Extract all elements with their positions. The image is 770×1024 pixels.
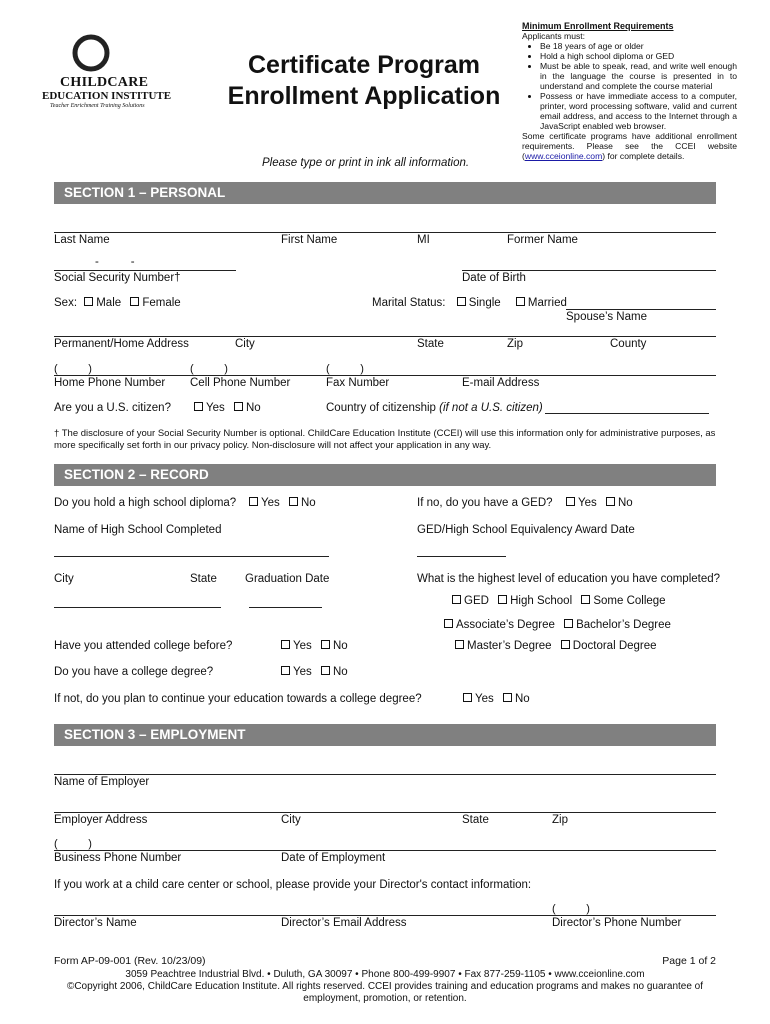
level-masters-label: Master’s Degree xyxy=(467,640,552,652)
employer-address-field[interactable] xyxy=(54,812,716,813)
cell-phone-label: Cell Phone Number xyxy=(190,377,291,389)
grad-date-label: Graduation Date xyxy=(245,573,330,585)
section3-header: SECTION 3 – EMPLOYMENT xyxy=(54,724,716,746)
diploma-yes-checkbox[interactable] xyxy=(249,497,258,506)
level-bachelors-label: Bachelor’s Degree xyxy=(576,619,671,631)
mi-label: MI xyxy=(417,234,430,246)
employer-zip-label: Zip xyxy=(552,814,568,826)
spouse-name-field[interactable] xyxy=(566,309,716,310)
marital-label: Marital Status: xyxy=(372,297,446,309)
citizen-yes-label: Yes xyxy=(206,402,225,414)
cell-phone-area-code: ( ) xyxy=(190,363,228,375)
former-name-label: Former Name xyxy=(507,234,578,246)
continue-education-question: If not, do you plan to continue your education towards a college degree? xyxy=(54,693,422,705)
address-row-line[interactable] xyxy=(54,336,716,337)
degree-yes-checkbox[interactable] xyxy=(281,666,290,675)
single-label: Single xyxy=(468,297,501,309)
address-label: Permanent/Home Address xyxy=(54,338,189,350)
logo-name-line2: EDUCATION INSTITUTE xyxy=(42,90,172,102)
dob-field[interactable] xyxy=(462,270,716,271)
director-phone-area-code: ( ) xyxy=(552,903,590,915)
level-ged-label: GED xyxy=(464,595,489,607)
spouse-name-label: Spouse’s Name xyxy=(566,311,647,323)
marital-row xyxy=(372,297,567,309)
email-label: E-mail Address xyxy=(462,377,540,389)
level-some-college-checkbox[interactable] xyxy=(581,595,590,604)
requirements-intro: Applicants must: xyxy=(522,31,586,41)
home-phone-label: Home Phone Number xyxy=(54,377,166,389)
logo-name-line1: CHILDCARE xyxy=(60,75,149,90)
level-doctoral-checkbox[interactable] xyxy=(561,640,570,649)
director-field[interactable] xyxy=(54,915,716,916)
degree-no-label: No xyxy=(332,666,348,678)
director-email-label: Director’s Email Address xyxy=(281,917,407,929)
level-high-school-checkbox[interactable] xyxy=(498,595,507,604)
level-associates-label: Associate’s Degree xyxy=(456,619,555,631)
ged-no-label: No xyxy=(617,497,633,509)
footer-copyright-2: employment, promotion, or retention. xyxy=(303,993,467,1004)
attended-no-checkbox[interactable] xyxy=(321,640,330,649)
male-label: Male xyxy=(96,297,122,309)
citizenship-note: (if not a U.S. citizen) xyxy=(439,402,543,414)
sex-row xyxy=(54,297,181,309)
footer-copyright-1: ©Copyright 2006, ChildCare Education Institute. All rights reserved. CCEI provides training and education programs and makes no guarantee of xyxy=(66,981,704,992)
requirements-note: Some certificate programs have additional enrollment requirements. Please see the CCEI website (www.cceionline.com) for complete details. xyxy=(522,131,737,161)
diploma-yes-label: Yes xyxy=(261,497,280,509)
employer-state-label: State xyxy=(462,814,489,826)
last-name-label: Last Name xyxy=(54,234,110,246)
level-doctoral-label: Doctoral Degree xyxy=(572,640,657,652)
employment-date-label: Date of Employment xyxy=(281,852,386,864)
form-title-line2: Enrollment Application xyxy=(227,82,501,110)
page-number: Page 1 of 2 xyxy=(662,955,716,967)
website-link[interactable]: www.cceionline.com xyxy=(524,151,603,161)
diploma-no-checkbox[interactable] xyxy=(289,497,298,506)
ged-question: If no, do you have a GED? xyxy=(417,497,553,509)
diploma-question: Do you hold a high school diploma? xyxy=(54,497,237,509)
married-label: Married xyxy=(527,297,567,309)
employer-city-label: City xyxy=(281,814,301,826)
zip-label: Zip xyxy=(507,338,523,350)
hs-city-label: City xyxy=(54,573,74,585)
section2-header: SECTION 2 – RECORD xyxy=(54,464,716,486)
continue-yes-label: Yes xyxy=(475,693,494,705)
female-label: Female xyxy=(142,297,181,309)
single-checkbox[interactable] xyxy=(457,297,466,306)
requirement-item: • Hold a high school diploma or GED xyxy=(540,51,737,61)
ssn-field[interactable] xyxy=(54,270,236,271)
continue-no-checkbox[interactable] xyxy=(503,693,512,702)
employer-address-label: Employer Address xyxy=(54,814,148,826)
level-masters-checkbox[interactable] xyxy=(455,640,464,649)
phone-row-line[interactable] xyxy=(54,375,716,376)
instruction-text: Please type or print in ink all information. xyxy=(262,157,470,169)
city-label: City xyxy=(235,338,255,350)
levels-row-3 xyxy=(455,640,657,652)
business-phone-area-code: ( ) xyxy=(54,838,92,850)
requirements-box xyxy=(522,21,737,161)
ged-date-label: GED/High School Equivalency Award Date xyxy=(417,524,635,536)
first-name-label: First Name xyxy=(281,234,338,246)
ssn-dashes: - - xyxy=(95,256,135,268)
citizen-no-label: No xyxy=(245,402,261,414)
married-checkbox[interactable] xyxy=(516,297,525,306)
form-number: Form AP-09-001 (Rev. 10/23/09) xyxy=(54,955,206,967)
name-row-line[interactable] xyxy=(54,232,716,233)
ged-no-checkbox[interactable] xyxy=(606,497,615,506)
requirements-list xyxy=(522,41,737,131)
attended-yes-checkbox[interactable] xyxy=(281,640,290,649)
dob-label: Date of Birth xyxy=(462,272,526,284)
employer-name-field[interactable] xyxy=(54,774,716,775)
attended-options xyxy=(281,640,348,652)
ged-yes-checkbox[interactable] xyxy=(566,497,575,506)
business-phone-field[interactable] xyxy=(54,850,716,851)
diploma-no-label: No xyxy=(300,497,316,509)
home-phone-area-code: ( ) xyxy=(54,363,92,375)
continue-yes-checkbox[interactable] xyxy=(463,693,472,702)
male-checkbox[interactable] xyxy=(84,297,93,306)
county-label: County xyxy=(610,338,647,350)
citizen-no-checkbox[interactable] xyxy=(234,402,243,411)
requirements-heading: Minimum Enrollment Requirements xyxy=(522,21,674,31)
degree-no-checkbox[interactable] xyxy=(321,666,330,675)
highest-level-question: What is the highest level of education you have completed? xyxy=(417,573,721,585)
logo-ring-icon xyxy=(71,33,111,73)
citizen-yes-checkbox[interactable] xyxy=(194,402,203,411)
logo xyxy=(40,33,172,113)
footer-block xyxy=(0,969,770,1005)
citizenship-row xyxy=(326,402,543,414)
logo-tagline: Teacher Enrichment Training Solutions xyxy=(50,103,145,109)
citizen-question: Are you a U.S. citizen? xyxy=(54,402,171,414)
form-title-line1: Certificate Program xyxy=(247,51,481,79)
fax-area-code: ( ) xyxy=(326,363,364,375)
director-name-label: Director’s Name xyxy=(54,917,137,929)
ged-date-field[interactable] xyxy=(417,556,506,557)
state-label: State xyxy=(417,338,444,350)
citizenship-label: Country of citizenship xyxy=(326,402,436,414)
diploma-options xyxy=(249,497,316,509)
sex-label: Sex: xyxy=(54,297,78,309)
attended-yes-label: Yes xyxy=(293,640,312,652)
hs-name-label: Name of High School Completed xyxy=(54,524,222,536)
footer-address: 3059 Peachtree Industrial Blvd. • Duluth, GA 30097 • Phone 800-499-9907 • Fax 877-259-1105 • www.cceionline.com xyxy=(125,969,645,980)
citizen-options xyxy=(194,402,261,414)
college-degree-question: Do you have a college degree? xyxy=(54,666,214,678)
levels-row-1 xyxy=(452,595,666,607)
requirement-item: • Must be able to speak, read, and write well enough in the language the course is presented in to understand and complete the course material xyxy=(540,61,737,91)
degree-yes-label: Yes xyxy=(293,666,312,678)
grad-date-field[interactable] xyxy=(249,607,322,608)
hs-name-field[interactable] xyxy=(54,556,329,557)
ssn-label: Social Security Number† xyxy=(54,272,181,284)
ged-options xyxy=(566,497,633,509)
hs-state-label: State xyxy=(190,573,217,585)
ssn-disclosure: † The disclosure of your Social Security Number is optional. ChildCare Education Institute (CCEI) will use this information only for administrative purposes, as more specifically set forth in our privacy policy. Non-disclosure will not affect your application in any way. xyxy=(54,428,716,451)
level-some-college-label: Some College xyxy=(593,595,666,607)
hs-city-state-field[interactable] xyxy=(54,607,221,608)
level-associates-checkbox[interactable] xyxy=(444,619,453,628)
level-ged-checkbox[interactable] xyxy=(452,595,461,604)
levels-row-2 xyxy=(444,619,671,631)
level-high-school-label: High School xyxy=(510,595,573,607)
continue-options xyxy=(463,693,530,705)
fax-label: Fax Number xyxy=(326,377,390,389)
director-phone-label: Director’s Phone Number xyxy=(552,917,682,929)
ged-yes-label: Yes xyxy=(578,497,597,509)
citizenship-field[interactable] xyxy=(545,413,709,414)
section1-header: SECTION 1 – PERSONAL xyxy=(54,182,716,204)
requirement-item: • Possess or have immediate access to a computer, printer, word processing software, valid and current email address, and access to the Internet through a JavaScript enabled web browser. xyxy=(540,91,737,131)
employer-name-label: Name of Employer xyxy=(54,776,150,788)
degree-options xyxy=(281,666,348,678)
female-checkbox[interactable] xyxy=(130,297,139,306)
business-phone-label: Business Phone Number xyxy=(54,852,182,864)
form-title xyxy=(214,50,514,112)
director-question: If you work at a child care center or school, please provide your Director's contact information: xyxy=(54,879,532,891)
attended-college-question: Have you attended college before? xyxy=(54,640,233,652)
continue-no-label: No xyxy=(514,693,530,705)
requirement-item: • Be 18 years of age or older xyxy=(540,41,737,51)
attended-no-label: No xyxy=(332,640,348,652)
level-bachelors-checkbox[interactable] xyxy=(564,619,573,628)
